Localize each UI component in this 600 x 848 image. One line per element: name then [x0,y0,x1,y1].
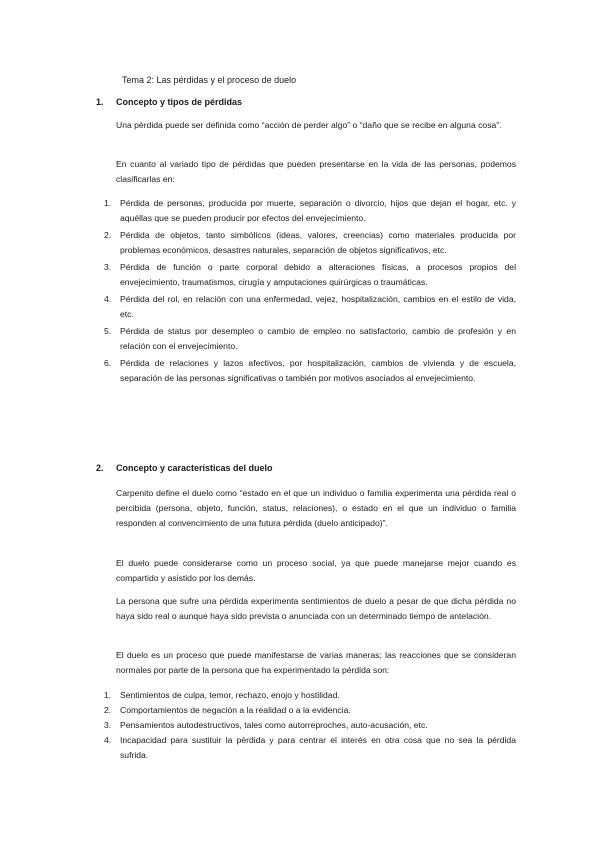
section-2-paragraph-4: El duelo es un proceso que puede manifestarse de varias maneras; las reacciones que se consideran normales por parte de la persona que ha experimentado la pérdida son: [116,650,516,675]
loss-types-list [96,196,516,386]
section-2 [96,461,516,476]
list-item: 4. Incapacidad para sustituir la pérdida y para centrar el interés en otra cosa que no sea la pérdida sufrida. [104,735,516,760]
section-2-heading [96,461,516,476]
section-2-paragraph-1: Carpenito define el duelo como “estado en el que un individuo o familia experimenta una pérdida real o percibida (persona, objeto, función, status, relaciones), o estado en el que un individuo o familia responden al convencimiento de una futura pérdida (duelo anticipado)”. [116,488,516,528]
grief-reactions-list [96,688,516,763]
section-1-list-wrap [96,196,516,386]
section-2-paragraph-2-wrap [96,556,516,586]
list-item: 4. Pérdida del rol, en relación con una enfermedad, vejez, hospitalización, cambios en el estilo de vida, etc. [104,294,516,319]
section-2-paragraph-2: El duelo puede considerarse como un proceso social, ya que puede manejarse mejor cuando es compartido y asistido por los demás. [116,558,516,583]
section-1-number: 1. [96,97,104,107]
section-2-title: Concepto y características del duelo [116,463,273,473]
list-item: 1. Sentimientos de culpa, temor, rechazo, enojo y hostilidad. [104,690,340,700]
section-2-number: 2. [96,463,104,473]
document-title: Tema 2: Las pérdidas y el proceso de duelo [122,75,297,85]
list-item: 3. Pérdida de función o parte corporal debido a alteraciones físicas, a procesos propios del envejecimiento, traumatismos, cirugía y amputaciones quirúrgicas o traumáticas. [104,262,516,287]
section-2-paragraph-4-wrap [96,648,516,678]
section-1-heading [96,95,516,110]
section-2-paragraph-3-wrap [96,594,516,624]
section-2-paragraph-1-wrap [96,486,516,531]
section-2-paragraph-3: La persona que sufre una pérdida experimenta sentimientos de duelo a pesar de que dicha pérdida no haya sido real o aunque haya sido prevista o anunciada con un determinado tiempo de antelación. [116,596,516,621]
section-1 [96,95,516,110]
list-item: 2. Pérdida de objetos, tanto simbólicos (ideas, valores, creencias) como materiales producida por problemas económicos, desastres naturales, separación de objetos significativos, etc. [104,230,516,255]
list-item: 3. Pensamientos autodestructivos, tales como autorreproches, auto-acusación, etc. [104,720,428,730]
list-item: 6. Pérdida de relaciones y lazos afectivos, por hospitalización, cambios de vivienda y de escuela, separación de las personas significativas o también por motivos asociados al envejecimiento. [104,358,516,383]
list-item: 5. Pérdida de status por desempleo o cambio de empleo no satisfactorio, cambio de profesión y en relación con el envejecimiento. [104,326,516,351]
list-item: 2. Comportamientos de negación a la realidad o a la evidencia. [104,705,351,715]
section-1-title: Concepto y tipos de pérdidas [116,97,243,107]
list-item: 1. Pérdida de personas, producida por muerte, separación o divorcio, hijos que dejan el hogar, etc. y aquéllas que se pueden producir por efectos del envejecimiento. [104,198,516,223]
section-1-paragraph-1-wrap [96,118,516,133]
section-1-paragraph-1: Una pérdida puede ser definida como “acción de perder algo” o “daño que se recibe en alguna cosa”. [116,120,502,130]
section-1-paragraph-2: En cuanto al variado tipo de pérdidas que pueden presentarse en la vida de las personas, podemos clasificarlas en: [116,159,516,184]
section-2-list-wrap [96,688,516,763]
section-1-paragraph-2-wrap [96,157,516,187]
